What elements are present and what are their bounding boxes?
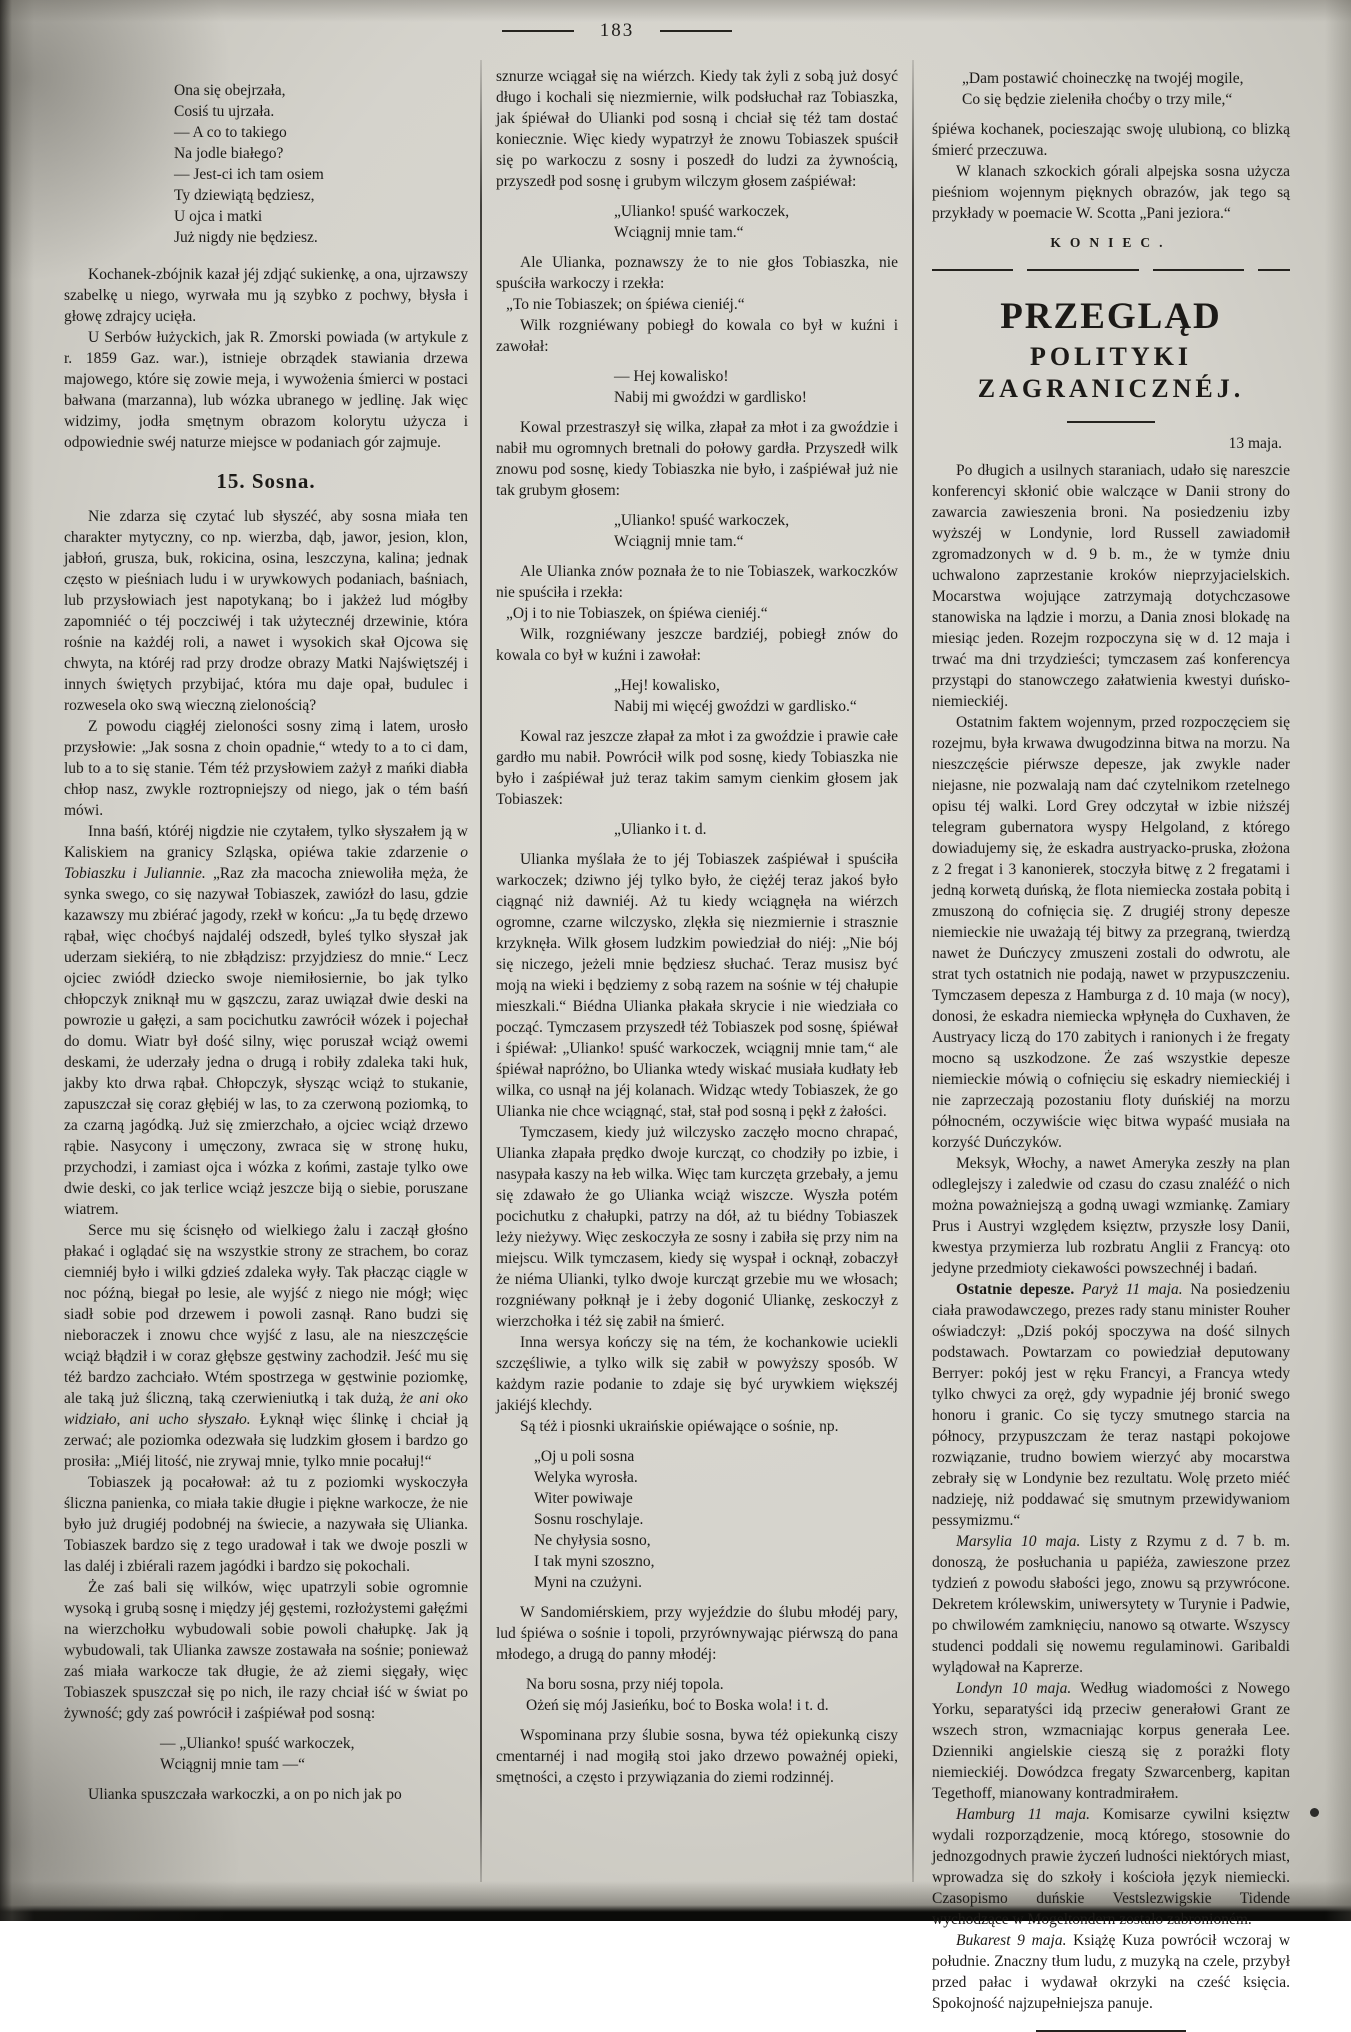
paragraph-text: „Raz zła macocha zniewoliła męża, że synka swego, co się nazywał Tobiaszek, zawiózł do lasu, gdzie kazawszy mu zbiérać jagody, rzekł w końcu: „Ja tu będę drzewo rąbał, więc choćbyś najdaléj odszedł, byleś tylko słyszał jak uderzam siekiérą, to nie zbłądzisz: przyjdziesz do mnie.“ Lecz ojciec zwiódł dziecko swoje niemiłosiernie, bo jak tylko chłopczyk zniknął mu w gąszczu, zaraz uwiązał dwie deski na powrozie u gałęzi, a sam pocichutku zawrócił wózek i pojechał do domu. Wiatr był dość silny, więc poruszał wciąż owemi deskami, że uderzały jedna o drugą i robiły zdaleka taki huk, jakby kto drwa rąbał. Chłopczyk, słysząc wciąż to stukanie, zapuszczał się coraz głębiéj w las, to za czerwoną poziomką, to za czarną jagódką. Już się zmierzchało, a ojciec wciąż drzewo rąbie. Nasycony i umęczony, zwraca się w stronę huku, przychodzi, i zamiast ojca i wózka z końmi, zastaje tylko owe dwie deski, co jak terlice wciąż jeszcze biją o siebie, poruszane wiatrem. (64, 865, 468, 1218)
dispatch-dateline: Hamburg 11 maja. (956, 1806, 1091, 1823)
verse-line: Myni na czużyni. (534, 1574, 643, 1591)
paragraph: sznurze wciągał się na wiérzch. Kiedy tak żyli z sobą już dosyć długo i kochali się niezmiernie, wilk podsłuchał raz Tobiaszka, jak śpiéwał do Ulianki pod sosną i chciał się téż tam dostać koniecznie. Więc kiedy wypatrzył że znowu Tobiaszek spuścił się po warkoczu z sosny i poszedł do ludzi za żywnością, przyszedł pod sosnę i grubym wilczym głosem zaśpiéwał: (496, 68, 898, 190)
section-title: PRZEGLĄD (1000, 296, 1222, 337)
song-verse (962, 68, 1290, 110)
paragraph: Są téż i piosnki ukraińskie opiéwające o sośnie, np. (520, 1418, 839, 1435)
page-number: 183 (599, 20, 635, 41)
dispatch-paragraph (932, 1930, 1290, 2014)
dateline: 13 maja. (1228, 435, 1282, 452)
column-divider (912, 60, 914, 1882)
paragraph-text: Serce mu się ścisnęło od wielkiego żalu i zaczął głośno płakać i oglądać się na wszystkie strony ze strachem, bo coraz ciemniéj było i wilki gdzieś zdaleka wyły. Tak płacząc ciągle w noc późną, biegał po lesie, ale wyjść z niego nie mógł; więc siadł sobie pod drzewem i powoli zasnął. Rano budzi się nieboraczek i znowu chce wyjść z lasu, ale na nieszczęście wciąż błądził i w coraz głębsze gęstwiny zachodził. Jeść mu się téż bardzo zachciało. Wtém spostrzega w gęstwinie poziomkę, ale taką już śliczną, taką czerwieniutką i tak dużą, (64, 1222, 468, 1407)
section-subtitle: POLITYKI ZAGRANICZNÉJ. (977, 342, 1245, 403)
dispatch-dateline: Bukarest 9 maja. (956, 1932, 1067, 1949)
paragraph-text: Inna baśń, któréj nigdzie nie czytałem, tylko słyszałem ją w Kaliskiem na granicy Szląska, opiéwa takie zdarzenie (64, 823, 468, 861)
song-verse (614, 201, 898, 243)
paragraph: Ostatnim faktem wojennym, przed rozpoczęciem się rozejmu, była krwawa dwugodzinna bitwa na morzu. Na nieszczęście piérwsze depesze, jak zwykle nader niejasne, nie pozwalają nam dać czytelnikom rzetelnego opisu téj walki. Lord Grey odczytał w izbie niższéj telegram gubernatora wyspy Helgoland, z którego dowiadujemy się, że eskadra austryacko-pruska, złożona z 2 fregat i 3 kanonierek, stoczyła bitwę z 2 fregatami i jedną korwetą duńską, że flota niemiecka została pobitą i zmuszoną do cofnięcia się. Z drugiéj strony depesze niemieckie nie uważają téj bitwy za przegraną, twierdzą nawet że Duńczycy zmuszeni zostali do odwrotu, ale strat tych ostatnich nie podają, nawet w przypuszczeniu. Tymczasem depesza z Hamburga z d. 10 maja (w nocy), donosi, że eskadra niemiecka wpłynęła do Cuxhaven, że Austryacy liczą do 170 zabitych i ranionych i że fregaty mocno są uszkodzone. Że zaś wszystkie depesze niemieckie mówią o cofnięciu się eskadry niemieckiéj i nie zaprzeczają pozostaniu floty duńskiéj na morzu północném, oczywiście więc bitwa wypaść musiała na korzyść Duńczyków. (932, 714, 1290, 1151)
verse-line: Co się będzie zieleniła choćby o trzy mile,“ (962, 91, 1233, 108)
paragraph: śpiéwa kochanek, pocieszając swoję ulubioną, co blizką śmierć przeczuwa. (932, 121, 1290, 159)
poem-line: Na jodle białego? (174, 145, 284, 162)
verse-line: Witer powiwaje (534, 1490, 633, 1507)
paragraph: Wilk rozgniéwany pobiegł do kowala co był w kuźni i zawołał: (496, 317, 898, 355)
poem-line: Już nigdy nie będziesz. (174, 229, 318, 246)
column-divider (480, 60, 482, 1882)
wedding-song-verse (526, 1674, 898, 1716)
paragraph: Nie zdarza się czytać lub słyszéć, aby sosna miała ten charakter mytyczny, co np. wierzba, dąb, jawor, jesion, klon, jabłoń, grusza, buk, rokicina, osina, leszczyna, kalina; jednak często w pieśniach ludu i w urywkowych podaniach, baśniach, lub przysłowiach jest napotykaną; bo i jakżeż lud mógłby zapomniéć o téj poczciwéj i tak użytecznéj drzewinie, która rośnie na każdéj roli, a nawet i wysokich skał Ojcowa się chwyta, na któréj rad przy drodze obrazy Matki Najświętszéj i innych świętych przybijać, która mu daje opał, budulec i rozwesela oko swą wieczną zielonością? (64, 508, 468, 714)
paragraph: Ale Ulianka znów poznała że to nie Tobiaszek, warkoczków nie spuściła i rzekła: (496, 563, 898, 601)
dispatch-dateline: Londyn 10 maja. (956, 1680, 1072, 1697)
verse-line: Ożeń się mój Jasieńku, boć to Boska wola! i t. d. (526, 1697, 829, 1714)
header-rule-left (502, 30, 574, 32)
paragraph: W klanach szkockich górali alpejska sosna użycza pieśniom wojennym pięknych obrazów, jak tego są przykłady w poemacie W. Scotta „Pani jeziora.“ (932, 163, 1290, 222)
paragraph: Tymczasem, kiedy już wilczysko zaczęło mocno chrapać, Ulianka złapała prędko dwoje kurcząt, co chodziły po izbie, i nasypała kaszy na łeb wilka. Więc tam kurczęta grzebały, a jemu się zdawało że go Ulianka wciąż wiszcze. Wyszła potém pocichutku z chałupki, patrzy na dół, aż tu biédny Tobiaszek leży nieżywy. Więc zeskoczyła ze sosny i zabiła się przy nim na miejscu. Wilk tymczasem, kiedy się wyspał i ocknął, zobaczył że niéma Ulianki, tylko dwoje kurcząt grzebie mu we włosach; rozgniéwany połknął je i żeby dogonić Uliankę, zeskoczył z wierzchołka i téż się zabił na śmierć. (496, 1124, 898, 1330)
poem-line: U ojca i matki (174, 208, 263, 225)
verse-line: I tak myni szoszno, (534, 1553, 655, 1570)
folk-poem (174, 80, 468, 248)
song-verse (614, 675, 898, 717)
paragraph: Po długich a usilnych staraniach, udało się nareszcie konferencyi skłonić obie walczące w Danii strony do zawarcia zawieszenia broni. Na posiedzeniu izby wyższéj w Londynie, lord Russell zawiadomił zgromadzonych w d. 9 b. m., że w tymże dniu uchwalono zaprzestanie kroków nieprzyjacielskich. Mocarstwa wojujące zatrzymają dotychczasowe stanowiska na lądzie i morzu, a Dania znosi blokadę na miesiąc jeden. Rozejm rozpoczyna się w d. 12 maja i trwać ma dni trzydzieści; tymczasem zaś konferencya przystąpi do stanowczego załatwienia kwestyi duńsko-niemieckiéj. (932, 462, 1290, 710)
dispatch-text: Według wiadomości z Nowego Yorku, separatyści idą przeciw generałowi Grant ze wszech stron, wzmacniając korpus generała Lee. Dzienniki angielskie cieszą się z porażki floty niemieckiéj. Dowódzca fregaty Szwarcenberg, kapitan Tegethoff, mianowany kontradmirałem. (932, 1680, 1290, 1802)
paragraph: Tobiaszek ją pocałował: aż tu z poziomki wyskoczyła śliczna panienka, co miała takie długie i piękne warkocze, że nie było już drugiéj podobnéj na świecie, a nazywała się Ulianka. Tobiaszek bardzo się z tego uradował i tak we dwoje poszli w las daléj i zbiérali razem jagódki i bardzo się pokochali. (64, 1474, 468, 1575)
dispatch-paragraph (932, 1678, 1290, 1804)
paragraph: U Serbów łużyckich, jak R. Zmorski powiada (w artykule z r. 1859 Gaz. war.), istnieje obrządek stawiania drzewa majowego, które się zowie meja, i wywożenia śmierci w postaci bałwana (marzanna), lub wózka ubranego w jedlinę. Jak więc widzimy, jodła smętnym obrazom kolorytu użycza i odpowiednie swéj naturze miejsce w podaniach gór zajmuje. (64, 329, 468, 451)
dispatch-paragraph (932, 1804, 1290, 1930)
verse-line: Nabij mi więcéj gwoździ w gardlisko.“ (614, 698, 857, 715)
verse-line: Nabij mi gwoździ w gardlisko! (614, 389, 807, 406)
verse-line: Wciągnij mnie tam.“ (614, 533, 744, 550)
poem-line: — Jest-ci ich tam osiem (174, 166, 324, 183)
quote-line: „To nie Tobiaszek; on śpiéwa cieniéj.“ (506, 296, 745, 313)
verse-line: Ne chyłysia sosno, (534, 1532, 651, 1549)
dispatch-dateline: Marsylia 10 maja. (956, 1533, 1081, 1550)
poem-line: Ty dziewiątą będziesz, (174, 187, 315, 204)
song-verse (614, 510, 898, 552)
song-verse (614, 366, 898, 408)
verse-line: Wciągnij mnie tam.“ (614, 224, 744, 241)
paragraph: Ale Ulianka, poznawszy że to nie głos Tobiaszka, nie spuściła warkoczy i rzekła: (496, 254, 898, 292)
section-rule (932, 269, 1290, 271)
paragraph (64, 1220, 468, 1472)
dispatch-paragraph (932, 1279, 1290, 1531)
quote-line: „Oj i to nie Tobiaszek, on śpiéwa cieniéj.“ (506, 605, 768, 622)
page-number-header (452, 20, 782, 42)
dispatch-text: Książę Kuza powrócił wczoraj w południe. Znaczny tłum ludu, z muzyką na czele, przybył przed pałac i wydawał okrzyki na cześć księcia. Spokojność najzupełniejsza panuje. (932, 1932, 1291, 2012)
paragraph: W Sandomiérskiem, przy wyjeździe do ślubu młodéj pary, lud śpiéwa o sośnie i topoli, przyrównywając piérwszą do pana młodego, a drugą do panny młodéj: (496, 1604, 898, 1663)
paragraph: Wilk, rozgniéwany jeszcze bardziéj, pobiegł znów do kowala co był w kuźni i zawołał: (496, 626, 898, 664)
dispatch-text: Listy z Rzymu z d. 7 b. m. donoszą, że posłuchania u papiéża, zawieszone przez tydzień z powodu słabości jego, znowu są przywrócone. Dekretem królewskim, uniwersytety w Turynie i Padwie, po chwilowém zamknięciu, nanowo są otwarte. Wszyscy studenci poddali się nowemu regulaminowi. Garibaldi wylądował na Kaprerze. (932, 1533, 1291, 1676)
verse-line: „Dam postawić choineczkę na twojéj mogile, (962, 70, 1244, 87)
dispatch-text: Komisarze cywilni księztw wydali rozporządzenie, mocą którego, stosownie do jednozgodnych prawie życzeń ludności niektórych miast, wprowadza się do szkoły i kościoła język niemiecki. Czasopismo duńskie Vestslezwigskie Tidende wychodzące w Mogeltondern zostało zabronioném. (932, 1806, 1291, 1928)
poem-line: Ona się obejrzała, (174, 82, 286, 99)
paragraph: Że zaś bali się wilków, więc upatrzyli sobie ogromnie wysoką i grubą sosnę i między jéj gęstemi, rozłożystemi gałęźmi na wierzchołku wybudowali sobie powoli chałupkę. Jak ją wybudowali, tak Ulianka zawsze zostawała na sośnie; ponieważ zaś miała warkocze tak długie, że aż ziemi sięgały, więc Tobiaszek spuszczał się po nich, ile razy chciał iść w świat po żywność; gdy zaś powrócił i zaśpiéwał pod sosną: (64, 1579, 468, 1722)
paragraph (64, 821, 468, 1220)
paragraph: Meksyk, Włochy, a nawet Ameryka zeszły na plan odleglejszy i zaledwie od czasu do czasu znaléźć o nich można poważniejszą a godną uwagi wzmiankę. Zamiary Prus i Austryi względem księztw, przyszłe losy Danii, kwestya przymierza lub rozbratu Anglii z Francyą: oto jedyne przedmioty ciekawości powszechnéj i badań. (932, 1155, 1290, 1277)
paragraph: Kochanek-zbójnik kazał jéj zdjąć sukienkę, a ona, ujrzawszy szabelkę u niego, wyrwała mu ją szybko z pochwy, błysła i głowę zdrajcy ucięła. (64, 266, 468, 325)
paragraph: Wspominana przy ślubie sosna, bywa téż opiekunką ciszy cmentarnéj i nad mogiłą stoi jako drzewo poważnéj opieki, smętności, a często i przywiązania do ziemi rodzinnéj. (496, 1727, 898, 1786)
verse-line: Wciągnij mnie tam —“ (160, 1756, 306, 1773)
italic-phrase: o Tobiaszku i Juliannie. (64, 844, 468, 882)
verse-line: — „Ulianko! spuść warkoczek, (160, 1735, 355, 1752)
paragraph: Z powodu ciągłéj zieloności sosny zimą i latem, urosło przysłowie: „Jak sosna z choin opadnie,“ wtedy to a to ci dam, lub to a to się stanie. Tém téż przysłowiem zażył z mańki diabła chłop nasz, zwykle roztropniejszy od niego, jak o tém baśń mówi. (64, 718, 468, 819)
dispatch-paragraph (932, 1531, 1290, 1678)
column-2 (496, 66, 898, 1788)
paragraph: Kowal przestraszył się wilka, złapał za młot i za gwoździe i nabił mu ogromnych bretnali do połowy gardła. Przyszedł wilk znowu pod sosnę, kiedy Tobiaszka nie było, i zaśpiéwał już nie tak grubym głosem: (496, 419, 898, 499)
ukrainian-song-verse (534, 1446, 898, 1593)
dispatch-dateline: Paryż 11 maja. (1081, 1281, 1183, 1298)
paragraph: Inna wersya kończy się na tém, że kochankowie uciekli szczęśliwie, a tylko wilk się zabił w powyższy sposób. W każdym razie podanie to zdaje się być urywkiem większéj jakiéjś klechdy. (496, 1334, 898, 1414)
verse-line: „Oj u poli sosna (534, 1448, 635, 1465)
verse-line: Na boru sosna, przy niéj topola. (526, 1676, 724, 1693)
verse-line: — Hej kowalisko! (614, 368, 729, 385)
poem-line: — A co to takiego (174, 124, 287, 141)
title-rule (1067, 421, 1155, 423)
song-verse (160, 1733, 468, 1775)
story-heading: 15. Sosna. (216, 469, 316, 493)
poem-line: Cosiś tu ujrzała. (174, 103, 275, 120)
column-3 (932, 64, 1290, 2032)
scan-artifact (1310, 1808, 1319, 1817)
verse-line: Sosnu roschylaje. (534, 1511, 644, 1528)
verse-line: „Ulianko! spuść warkoczek, (614, 203, 790, 220)
paragraph: Ulianka myślała że to jéj Tobiaszek zaśpiéwał i spuściła warkoczek; dziwno jéj tylko było, że ciężéj teraz jakoś było ciągnąć niż dawniéj. Aż tu kiedy wciągnęła na wiérzch ogromne, czarne wilczysko, zlękła się niezmiernie i strasznie krzyknęła. Wilk głosem ludzkim powiedział do niéj: „Nie bój się niczego, jeżeli mnie będziesz słuchać. Teraz musisz być moją na wieki i będziemy z sobą razem na sośnie w téj chałupie mieszkali.“ Biédna Ulianka płakała skrycie i nie wiedziała co począć. Tymczasem przyszedł téż Tobiaszek pod sosnę, śpiéwał i śpiéwał: „Ulianko! spuść warkoczek, wciągnij mnie tam,“ ale śpiéwał napróżno, bo Ulianka wtedy wiskać musiała kudłaty łeb wilka, co usnął na jéj kolanach. Widząc wtedy Tobiaszek, że go Ulianka nie chce wciągnąć, stał, stał pod sosną i pękł z żałości. (496, 851, 898, 1120)
column-1 (64, 78, 468, 1805)
header-rule-right (660, 30, 732, 32)
verse-line: Welyka wyrosła. (534, 1469, 638, 1486)
paragraph: Ulianka spuszczała warkoczki, a on po nich jak po (88, 1786, 402, 1803)
verse-line: „Hej! kowalisko, (614, 677, 720, 694)
verse-line: „Ulianko! spuść warkoczek, (614, 512, 790, 529)
dispatch-text: Na posiedzeniu ciała prawodawczego, prezes rady stanu minister Rouher oświadczył: „Dziś pokój spoczywa na dość silnych podstawach. Powtarzam co powiedział deputowany Berryer: pokój jest w ręku Francyi, a Francya wtedy tylko chwyci za oręż, gdy wypadnie jéj bronić swego honoru i granic. Co się tyczy smutnego starcia na północy, przypuszczam że teraz nastąpi pokojowe rozwiązanie, trudno bowiem wierzyć aby mocarstwa zebrały się w Londynie bez rezultatu. Wolę przeto miéć nadzieję, niż poddawać się smutnym przewidywaniom pessymizmu.“ (932, 1281, 1291, 1529)
paragraph-text: Łyknął więc ślinkę i chciał ją zerwać; ale poziomka odezwała się ludzkim głosem i bardzo go prosiła: „Miéj litość, nie zrywaj mnie, tylko mnie pocałuj!“ (64, 1411, 468, 1470)
italic-phrase: że ani oko widziało, ani ucho słyszało. (64, 1390, 468, 1428)
dispatch-lead: Ostatnie depesze. (956, 1281, 1075, 1298)
verse-line: „Ulianko i t. d. (614, 821, 707, 838)
end-marker: KONIEC. (1050, 235, 1172, 250)
paragraph: Kowal raz jeszcze złapał za młot i za gwoździe i prawie całe gardło mu nabił. Powrócił wilk pod sosnę, kiedy Tobiaszka nie było i zaśpiéwał już teraz takim samym cienkim głosem jak Tobiaszek: (496, 728, 898, 808)
song-verse (614, 819, 898, 840)
